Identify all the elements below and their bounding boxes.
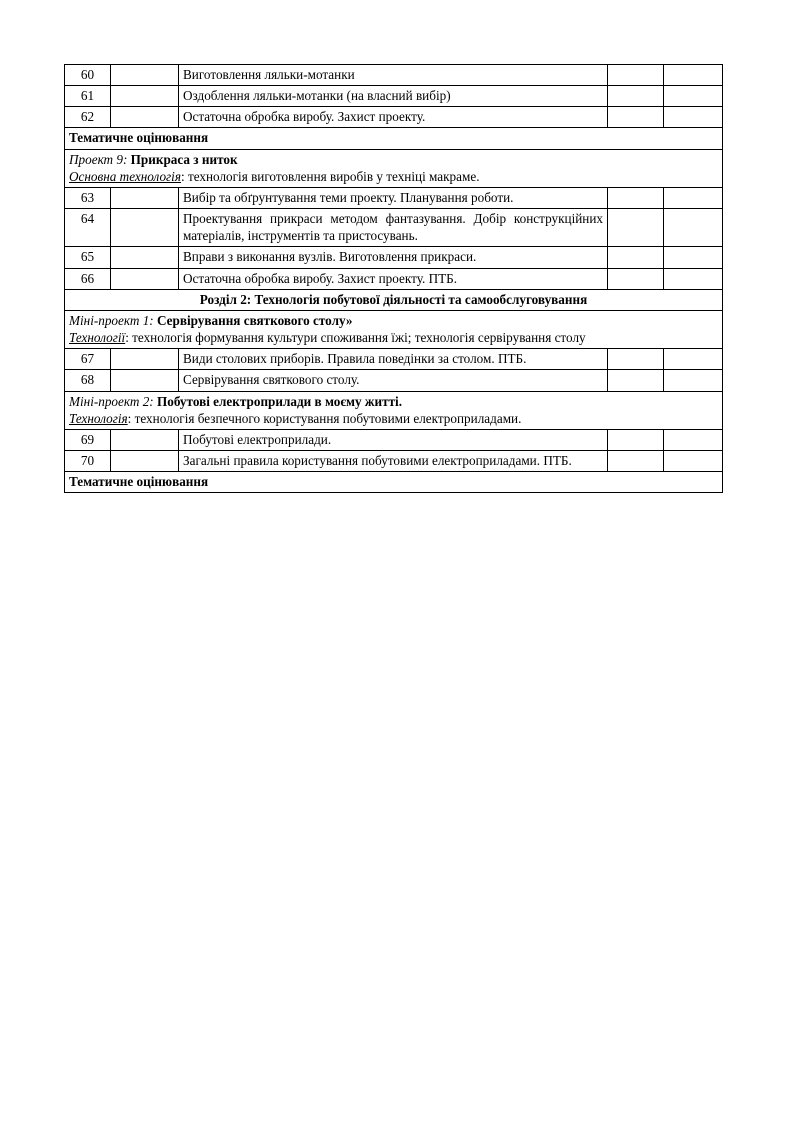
- lesson-note-cell-2[interactable]: [664, 370, 723, 391]
- lesson-note-cell-2[interactable]: [664, 107, 723, 128]
- lesson-note-cell-1[interactable]: [608, 349, 664, 370]
- thematic-assessment-row: Тематичне оцінювання: [65, 128, 723, 149]
- technology-text: : технологія безпечного користування побутовими електроприладами.: [127, 410, 522, 426]
- project-technology-line: [69, 168, 718, 185]
- lesson-note-cell-1[interactable]: [608, 268, 664, 289]
- section-header-row: Розділ 2: Технологія побутової діяльності та самообслуговування: [65, 289, 723, 310]
- lesson-note-cell-1[interactable]: [608, 429, 664, 450]
- project-header-row: [65, 310, 723, 348]
- lesson-topic-cell: Загальні правила користування побутовими електроприладами. ПТБ.: [179, 450, 608, 471]
- lesson-note-cell-1[interactable]: [608, 209, 664, 247]
- lesson-date-cell[interactable]: [111, 429, 179, 450]
- lesson-date-cell[interactable]: [111, 209, 179, 247]
- lesson-number-cell: 60: [65, 65, 111, 86]
- lesson-number-cell: 68: [65, 370, 111, 391]
- technology-label: Технології: [69, 330, 126, 346]
- project-title: Побутові електроприлади в моєму житті.: [156, 393, 403, 409]
- table-body: [65, 65, 723, 493]
- project-title: Сервірування святкового столу»: [156, 312, 353, 328]
- lesson-note-cell-1[interactable]: [608, 370, 664, 391]
- table-row: [65, 187, 723, 208]
- lesson-note-cell-1[interactable]: [608, 65, 664, 86]
- thematic-assessment-row: Тематичне оцінювання: [65, 472, 723, 493]
- lesson-date-cell[interactable]: [111, 65, 179, 86]
- lesson-number-cell: 64: [65, 209, 111, 247]
- lesson-date-cell[interactable]: [111, 450, 179, 471]
- table-row: [65, 450, 723, 471]
- project-title: Прикраса з ниток: [130, 151, 238, 167]
- lesson-topic-cell: Виготовлення ляльки-мотанки: [179, 65, 608, 86]
- lesson-date-cell[interactable]: [111, 86, 179, 107]
- table-row: [65, 107, 723, 128]
- lesson-topic-cell: Сервірування святкового столу.: [179, 370, 608, 391]
- lesson-note-cell-2[interactable]: [664, 65, 723, 86]
- lesson-number-cell: 69: [65, 429, 111, 450]
- table-row: [65, 472, 723, 493]
- lesson-topic-cell: Остаточна обробка виробу. Захист проекту. ПТБ.: [179, 268, 608, 289]
- lesson-note-cell-1[interactable]: [608, 450, 664, 471]
- project-title-line: [69, 312, 718, 329]
- lesson-note-cell-1[interactable]: [608, 107, 664, 128]
- lesson-number-cell: 63: [65, 187, 111, 208]
- lesson-number-cell: 66: [65, 268, 111, 289]
- lesson-topic-cell: Проектування прикраси методом фантазування. Добір конструкційних матеріалів, інструментів та пристосувань.: [179, 209, 608, 247]
- lesson-date-cell[interactable]: [111, 268, 179, 289]
- lesson-note-cell-2[interactable]: [664, 209, 723, 247]
- lesson-note-cell-1[interactable]: [608, 247, 664, 268]
- table-row: [65, 289, 723, 310]
- lesson-date-cell[interactable]: [111, 370, 179, 391]
- lesson-number-cell: 70: [65, 450, 111, 471]
- project-technology-line: [69, 410, 718, 427]
- lesson-note-cell-2[interactable]: [664, 247, 723, 268]
- lesson-topic-cell: Види столових приборів. Правила поведінки за столом. ПТБ.: [179, 349, 608, 370]
- lesson-date-cell[interactable]: [111, 187, 179, 208]
- lesson-number-cell: 65: [65, 247, 111, 268]
- lesson-number-cell: 67: [65, 349, 111, 370]
- lesson-note-cell-2[interactable]: [664, 187, 723, 208]
- curriculum-table: [64, 64, 723, 493]
- table-row: [65, 247, 723, 268]
- lesson-number-cell: 61: [65, 86, 111, 107]
- lesson-note-cell-1[interactable]: [608, 86, 664, 107]
- table-row: [65, 268, 723, 289]
- technology-text: : технологія формування культури споживання їжі; технологія сервірування столу: [125, 330, 586, 346]
- lesson-topic-cell: Вибір та обґрунтування теми проекту. Планування роботи.: [179, 187, 608, 208]
- project-title-line: [69, 151, 718, 168]
- project-label: Міні-проект 1:: [69, 312, 154, 328]
- project-title-line: [69, 393, 718, 410]
- lesson-topic-cell: Остаточна обробка виробу. Захист проекту.: [179, 107, 608, 128]
- lesson-number-cell: 62: [65, 107, 111, 128]
- lesson-date-cell[interactable]: [111, 349, 179, 370]
- table-row: [65, 209, 723, 247]
- table-row: [65, 370, 723, 391]
- table-row: [65, 429, 723, 450]
- technology-label: Технологія: [69, 410, 128, 426]
- table-row: [65, 349, 723, 370]
- table-row: [65, 149, 723, 187]
- table-row: [65, 310, 723, 348]
- technology-label: Основна технологія: [69, 168, 181, 184]
- lesson-topic-cell: Побутові електроприлади.: [179, 429, 608, 450]
- project-label: Проект 9:: [69, 151, 128, 167]
- lesson-topic-cell: Вправи з виконання вузлів. Виготовлення прикраси.: [179, 247, 608, 268]
- technology-text: : технологія виготовлення виробів у техніці макраме.: [180, 168, 480, 184]
- lesson-date-cell[interactable]: [111, 247, 179, 268]
- table-row: [65, 86, 723, 107]
- project-header-row: [65, 149, 723, 187]
- table-row: [65, 391, 723, 429]
- table-row: [65, 65, 723, 86]
- table-row: [65, 128, 723, 149]
- lesson-note-cell-2[interactable]: [664, 429, 723, 450]
- lesson-note-cell-2[interactable]: [664, 268, 723, 289]
- lesson-topic-cell: Оздоблення ляльки-мотанки (на власний вибір): [179, 86, 608, 107]
- lesson-date-cell[interactable]: [111, 107, 179, 128]
- lesson-note-cell-2[interactable]: [664, 349, 723, 370]
- lesson-note-cell-2[interactable]: [664, 450, 723, 471]
- lesson-note-cell-1[interactable]: [608, 187, 664, 208]
- project-label: Міні-проект 2:: [69, 393, 154, 409]
- project-technology-line: [69, 329, 718, 346]
- lesson-note-cell-2[interactable]: [664, 86, 723, 107]
- project-header-row: [65, 391, 723, 429]
